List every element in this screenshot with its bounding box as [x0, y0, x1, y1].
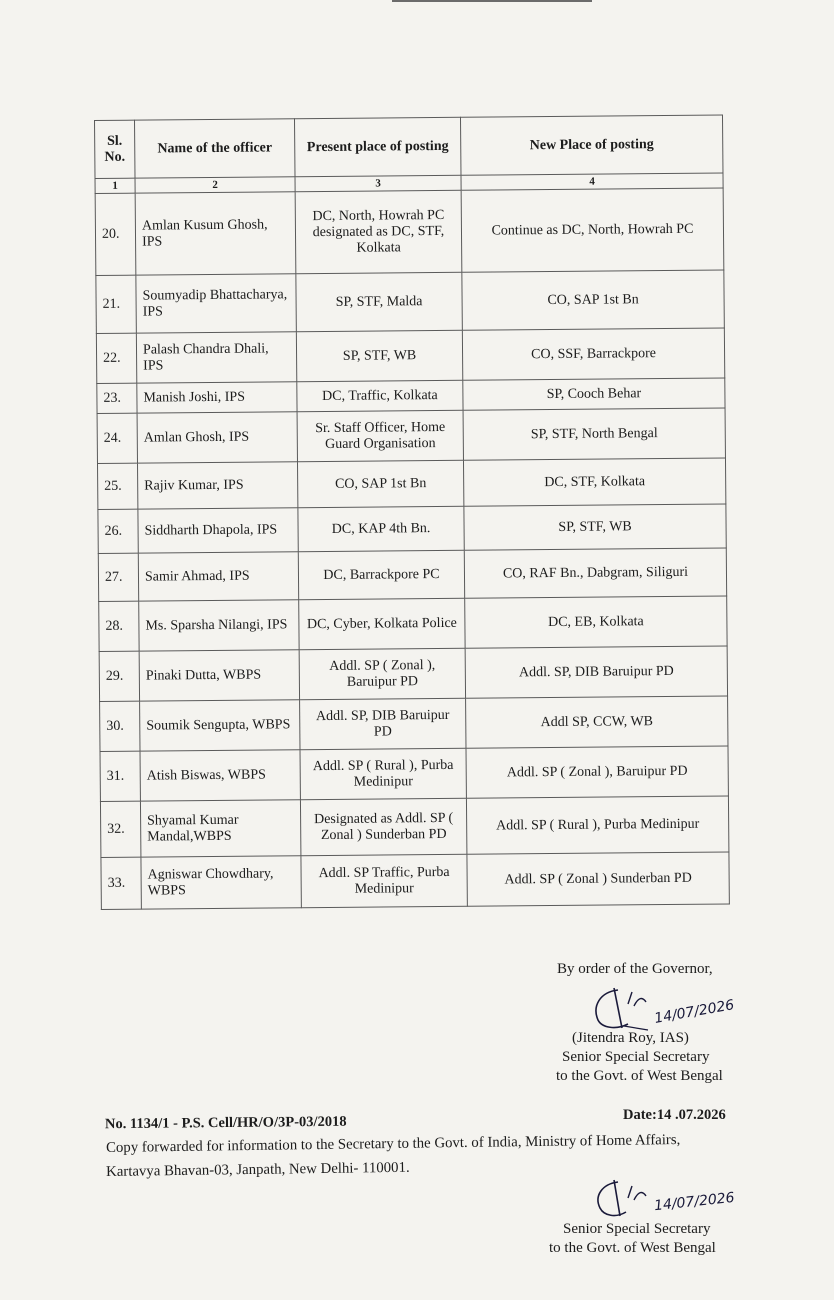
row-sl-no: 32.	[100, 801, 140, 857]
row-sl-no: 27.	[98, 553, 138, 601]
row-sl-no: 29.	[99, 651, 139, 701]
signatory-designation-2: Senior Special Secretary	[563, 1221, 711, 1237]
row-new-posting: Addl. SP ( Zonal ), Baruipur PD	[466, 746, 728, 798]
row-officer-name: Palash Chandra Dhali, IPS	[136, 332, 296, 383]
table-row	[100, 746, 728, 801]
row-present-posting: Designated as Addl. SP ( Zonal ) Sunderban PD	[300, 798, 466, 855]
row-sl-no: 33.	[101, 857, 141, 909]
header-present-posting: Present place of posting	[294, 117, 460, 176]
memo-number: No. 1134/1 - P.S. Cell/HR/O/3P-03/2018	[104, 1113, 347, 1133]
row-present-posting: DC, Barrackpore PC	[298, 550, 464, 599]
row-officer-name: Amlan Kusum Ghosh, IPS	[135, 192, 296, 275]
row-present-posting: SP, STF, WB	[296, 330, 462, 381]
top-edge-line	[392, 0, 592, 2]
table-row	[98, 548, 726, 601]
row-present-posting: Addl. SP, DIB Baruipur PD	[300, 698, 466, 749]
signature-date: 14/07/2026	[653, 997, 736, 1027]
row-present-posting: Addl. SP Traffic, Purba Medinipur	[301, 854, 467, 907]
row-officer-name: Atish Biswas, WBPS	[140, 750, 300, 801]
table-row	[96, 328, 724, 383]
row-officer-name: Manish Joshi, IPS	[137, 382, 297, 413]
header-sl-no: Sl. No.	[95, 120, 136, 178]
row-officer-name: Ms. Sparsha Nilangi, IPS	[139, 600, 299, 651]
row-sl-no: 24.	[97, 413, 137, 463]
signatory-department-2: to the Govt. of West Bengal	[549, 1240, 716, 1256]
table-row	[98, 504, 726, 553]
column-number: 4	[461, 173, 723, 190]
table-row	[99, 596, 727, 651]
row-new-posting: SP, STF, North Bengal	[463, 408, 725, 460]
row-sl-no: 25.	[97, 463, 137, 509]
column-number: 3	[295, 175, 461, 191]
table-row	[99, 646, 727, 701]
row-new-posting: SP, STF, WB	[464, 504, 726, 550]
table-row	[101, 852, 729, 909]
row-sl-no: 20.	[95, 193, 136, 275]
row-present-posting: Sr. Staff Officer, Home Guard Organisation	[297, 410, 463, 461]
row-sl-no: 31.	[100, 751, 140, 801]
row-new-posting: Continue as DC, North, Howrah PC	[461, 188, 724, 272]
row-new-posting: CO, SAP 1st Bn	[462, 270, 724, 330]
table-row	[97, 458, 725, 509]
row-sl-no: 26.	[98, 509, 138, 553]
row-officer-name: Soumik Sengupta, WBPS	[140, 700, 300, 751]
column-number: 2	[135, 177, 295, 193]
signature-date-2: 14/07/2026	[653, 1189, 736, 1215]
row-present-posting: DC, Cyber, Kolkata Police	[299, 598, 465, 649]
table-row	[97, 408, 725, 463]
row-present-posting: DC, North, Howrah PC designated as DC, STF, Kolkata	[295, 190, 462, 273]
row-new-posting: DC, EB, Kolkata	[465, 596, 727, 648]
signatory-designation: Senior Special Secretary	[562, 1049, 710, 1065]
row-new-posting: CO, SSF, Barrackpore	[462, 328, 724, 380]
row-sl-no: 22.	[96, 333, 136, 383]
row-present-posting: DC, Traffic, Kolkata	[297, 380, 463, 411]
row-present-posting: Addl. SP ( Zonal ), Baruipur PD	[299, 648, 465, 699]
table-row	[96, 270, 724, 333]
row-new-posting: Addl. SP, DIB Baruipur PD	[465, 646, 727, 698]
row-new-posting: Addl. SP ( Zonal ) Sunderban PD	[467, 852, 729, 906]
row-officer-name: Agniswar Chowdhary, WBPS	[141, 856, 301, 909]
memo-date: Date:14 .07.2026	[623, 1107, 726, 1123]
row-sl-no: 23.	[97, 383, 137, 413]
row-officer-name: Soumyadip Bhattacharya, IPS	[136, 274, 297, 333]
header-officer-name: Name of the officer	[135, 119, 296, 178]
table-row	[95, 188, 724, 275]
row-sl-no: 30.	[100, 701, 140, 751]
row-new-posting: SP, Cooch Behar	[463, 378, 725, 410]
copy-forward-line-1: Copy forwarded for information to the Secretary to the Govt. of India, Ministry of Home Affairs,	[106, 1131, 681, 1156]
row-present-posting: SP, STF, Malda	[296, 272, 462, 331]
posting-table	[94, 115, 730, 910]
row-new-posting: CO, RAF Bn., Dabgram, Siliguri	[464, 548, 726, 598]
header-new-posting: New Place of posting	[460, 115, 722, 175]
by-order-text: By order of the Governor,	[557, 961, 713, 977]
row-present-posting: CO, SAP 1st Bn	[297, 460, 463, 507]
signatory-name: (Jitendra Roy, IAS)	[572, 1030, 689, 1046]
table-row	[100, 696, 728, 751]
row-officer-name: Shyamal Kumar Mandal,WBPS	[140, 800, 300, 857]
row-new-posting: Addl SP, CCW, WB	[466, 696, 728, 748]
table-header-row	[95, 115, 723, 178]
row-present-posting: DC, KAP 4th Bn.	[298, 506, 464, 551]
table-row	[100, 796, 728, 857]
row-new-posting: Addl. SP ( Rural ), Purba Medinipur	[466, 796, 728, 854]
row-officer-name: Pinaki Dutta, WBPS	[139, 650, 299, 701]
row-new-posting: DC, STF, Kolkata	[463, 458, 725, 506]
row-officer-name: Rajiv Kumar, IPS	[137, 462, 297, 509]
row-sl-no: 21.	[96, 275, 137, 333]
row-present-posting: Addl. SP ( Rural ), Purba Medinipur	[300, 748, 466, 799]
signatory-department: to the Govt. of West Bengal	[556, 1068, 723, 1084]
row-officer-name: Amlan Ghosh, IPS	[137, 412, 297, 463]
row-officer-name: Samir Ahmad, IPS	[138, 552, 298, 601]
row-officer-name: Siddharth Dhapola, IPS	[138, 508, 298, 553]
copy-forward-line-2: Kartavya Bhavan-03, Janpath, New Delhi- 110001.	[106, 1159, 410, 1180]
column-number: 1	[95, 178, 135, 193]
row-sl-no: 28.	[99, 601, 139, 651]
